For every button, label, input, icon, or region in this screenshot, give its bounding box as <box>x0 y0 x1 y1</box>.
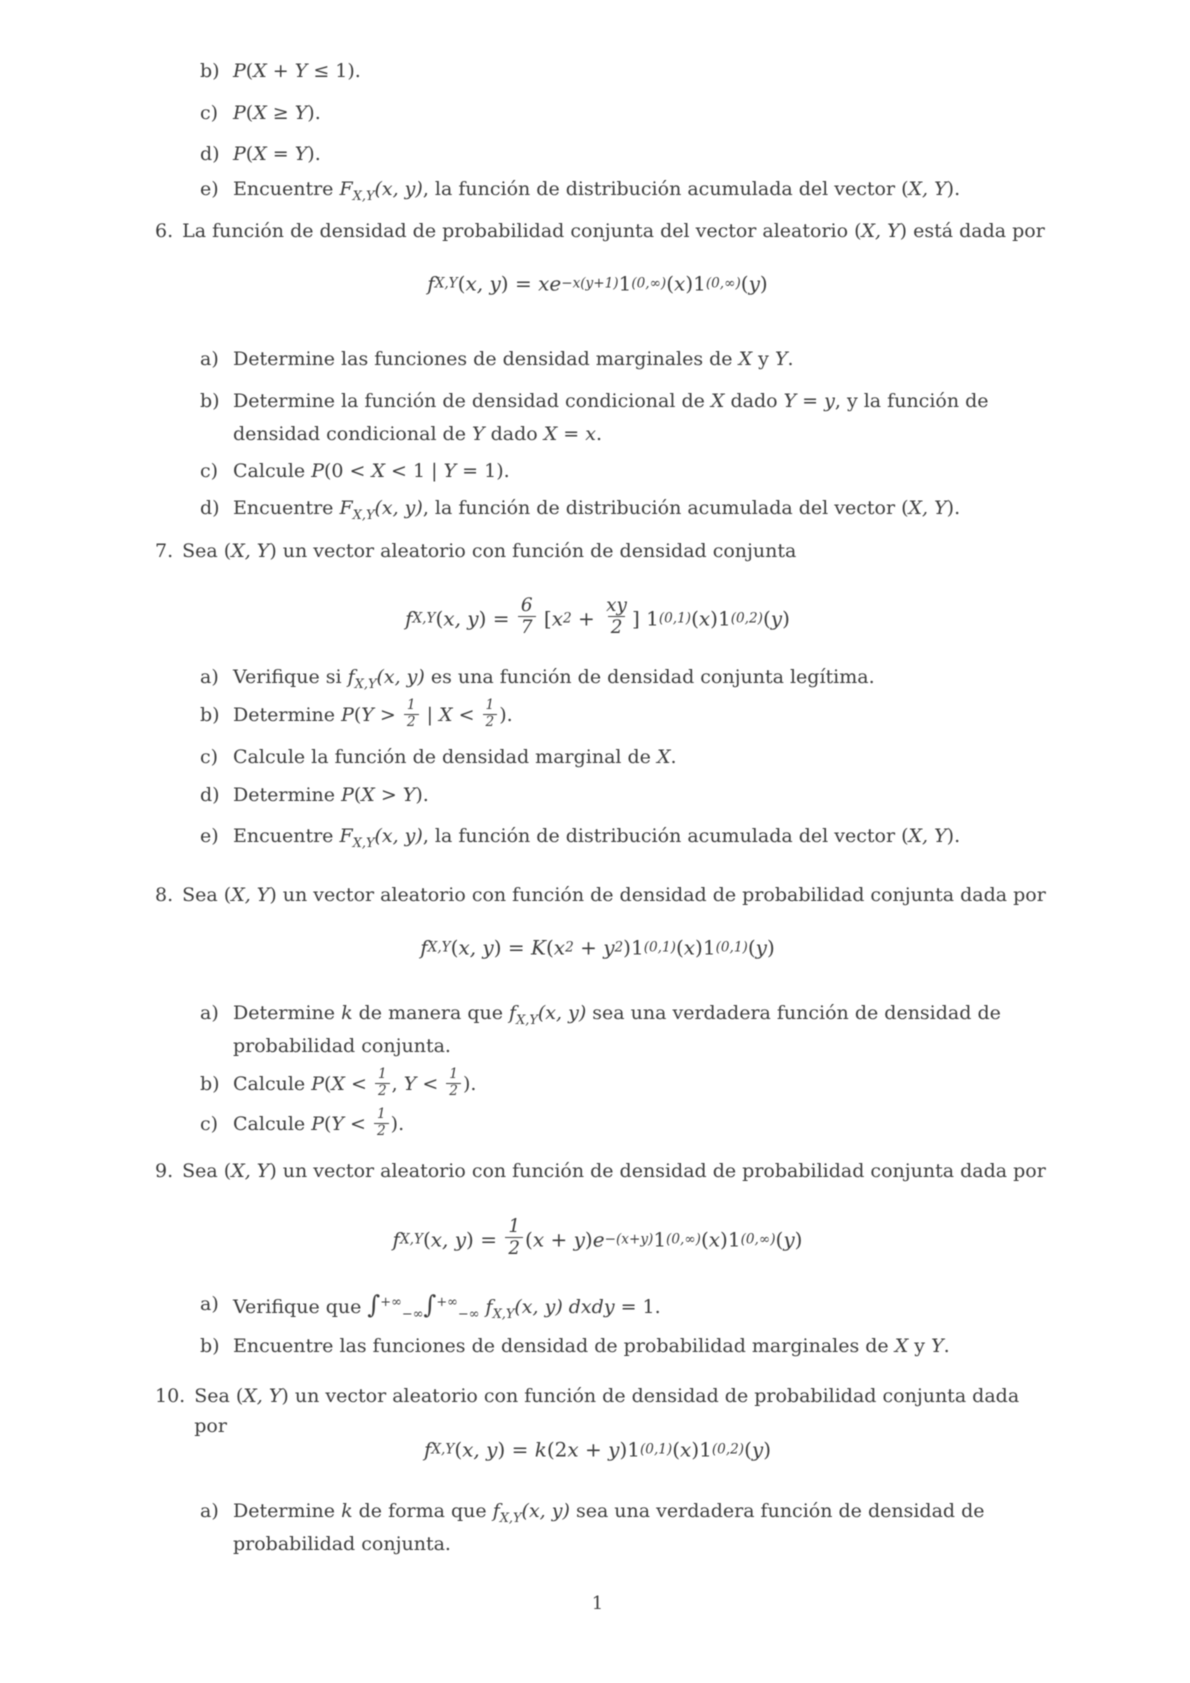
item-label: b) <box>200 704 220 726</box>
item-label: b) <box>200 1335 220 1357</box>
item-text: Encuentre $F_{X,Y}(x$, y), la función de distribución acumulada del vector (X, Y). <box>233 497 961 524</box>
exercise-6-item-a <box>200 343 1041 376</box>
exercise-6-header <box>155 216 1055 246</box>
item-text: Encuentre $F_{X,Y}(x$, y), la función de distribución acumulada del vector (X, Y). <box>233 825 961 852</box>
item-text: Determine la función de densidad condicional de X dado Y = y, y la función de densidad condicional de Y dado X = x. <box>233 390 989 445</box>
exercise-7-item-c <box>200 741 1041 774</box>
item-text: Determine P(Y > $\frac{1}{2}$ | X < $\frac{1}{2}$ ). <box>233 696 513 730</box>
item-text: P(X = Y). <box>233 143 321 165</box>
exercise-8-formula: fX,Y(x, y) = K(x2 + y2)1(0,1)(x)1(0,1)(y) <box>420 935 775 960</box>
exercise-8-item-b <box>200 1065 1041 1101</box>
item-text: Determine las funciones de densidad marginales de X y Y. <box>233 348 794 370</box>
exercise-intro: Sea (X, Y) un vector aleatorio con función de densidad de probabilidad conjunta dada por <box>182 884 1046 906</box>
exercise-7-item-d <box>200 779 1041 812</box>
item-label: b) <box>200 390 220 412</box>
item-text: Calcule P(Y < $\frac{1}{2}$ ). <box>233 1105 405 1139</box>
exercise-7-item-e <box>200 820 1041 853</box>
item-label: c) <box>200 1113 219 1135</box>
exercise-6-item-c <box>200 455 1041 488</box>
item-text: Encuentre $F_{X,Y}(x$, y), la función de distribución acumulada del vector (X, Y). <box>233 178 961 205</box>
exercise-9-header <box>155 1156 1055 1186</box>
exercise-10-formula: fX,Y(x, y) = k(2x + y)1(0,1)(x)1(0,2)(y) <box>423 1437 772 1462</box>
exercise-8-header <box>155 880 1055 910</box>
exercise-9-item-a <box>200 1288 1041 1324</box>
item-label: e) <box>200 825 219 847</box>
exercise-7-header <box>155 536 1055 566</box>
exercise-number: 9. <box>155 1160 174 1182</box>
exercise-number: 8. <box>155 884 174 906</box>
item-text: Encuentre las funciones de densidad de probabilidad marginales de X y Y. <box>233 1335 950 1357</box>
prev-exercise-item-d <box>200 138 1041 171</box>
item-label: b) <box>200 60 220 82</box>
exercise-intro: Sea (X, Y) un vector aleatorio con función de densidad de probabilidad conjunta dada por <box>194 1385 1020 1437</box>
exercise-7-formula: fX,Y(x, y) = $\frac{6}{7}$ [x2 + $\frac{xy}{2}$ ] 1(0,1)(x)1(0,2)(y) <box>405 595 790 639</box>
item-label: e) <box>200 178 219 200</box>
item-label: d) <box>200 497 220 519</box>
exercise-8-item-a <box>200 997 1041 1063</box>
item-label: a) <box>200 348 219 370</box>
item-label: d) <box>200 784 220 806</box>
item-label: c) <box>200 460 219 482</box>
item-label: d) <box>200 143 220 165</box>
item-text: Calcule P(X < $\frac{1}{2}$ , Y < $\frac{1}{2}$ ). <box>233 1065 477 1099</box>
item-label: b) <box>200 1073 220 1095</box>
exercise-10-header <box>155 1381 1055 1441</box>
exercise-8-item-c <box>200 1105 1041 1141</box>
exercise-intro: Sea (X, Y) un vector aleatorio con función de densidad de probabilidad conjunta dada por <box>182 1160 1046 1182</box>
exercise-6-item-d <box>200 492 1041 525</box>
exercise-9-formula: fX,Y(x, y) = $\frac{1}{2}$ (x + y)e−(x+y)1(0,∞)(x)1(0,∞)(y) <box>392 1216 803 1260</box>
exercise-6-formula: fX,Y(x, y) = xe−x(y+1)1(0,∞)(x)1(0,∞)(y) <box>427 271 768 296</box>
item-label: c) <box>200 102 219 124</box>
item-label: c) <box>200 746 219 768</box>
item-text: Determine k de manera que $f_{X,Y}(x$, y) sea una verdadera función de densidad de probabilidad conjunta. <box>233 1002 1001 1057</box>
exercise-intro: Sea (X, Y) un vector aleatorio con función de densidad conjunta <box>182 540 797 562</box>
item-label: a) <box>200 1293 219 1315</box>
item-text: Verifique si $f_{X,Y}(x$, y) es una función de densidad conjunta legítima. <box>233 666 875 693</box>
item-text: P(X ≥ Y). <box>233 102 321 124</box>
exercise-number: 10. <box>155 1385 186 1407</box>
exercise-number: 6. <box>155 220 174 242</box>
exercise-9-item-b <box>200 1330 1041 1363</box>
prev-exercise-item-e <box>200 173 1041 206</box>
prev-exercise-item-b <box>200 55 1041 88</box>
item-text: Verifique que $\int^{+\infty}_{-\infty}\int^{+\infty}_{-\infty}$ $f_{X,Y}(x$, y) dxdy = 1. <box>233 1290 661 1323</box>
item-label: a) <box>200 1002 219 1024</box>
exercise-intro: La función de densidad de probabilidad conjunta del vector aleatorio (X, Y) está dada por <box>182 220 1045 242</box>
item-text: P(X + Y ≤ 1). <box>233 60 361 82</box>
exercise-6-item-b <box>200 385 1041 451</box>
item-label: a) <box>200 1500 219 1522</box>
exercise-number: 7. <box>155 540 174 562</box>
exercise-7-item-b <box>200 696 1041 732</box>
exercise-7-item-a <box>200 661 1041 694</box>
item-text: Calcule P(0 < X < 1 | Y = 1). <box>233 460 510 482</box>
item-text: Calcule la función de densidad marginal de X. <box>233 746 677 768</box>
exercise-10-item-a <box>200 1495 1041 1561</box>
item-label: a) <box>200 666 219 688</box>
item-text: Determine k de forma que $f_{X,Y}(x$, y) sea una verdadera función de densidad de probabilidad conjunta. <box>233 1500 985 1555</box>
page-number: 1 <box>591 1593 604 1614</box>
item-text: Determine P(X > Y). <box>233 784 429 806</box>
prev-exercise-item-c <box>200 97 1041 130</box>
